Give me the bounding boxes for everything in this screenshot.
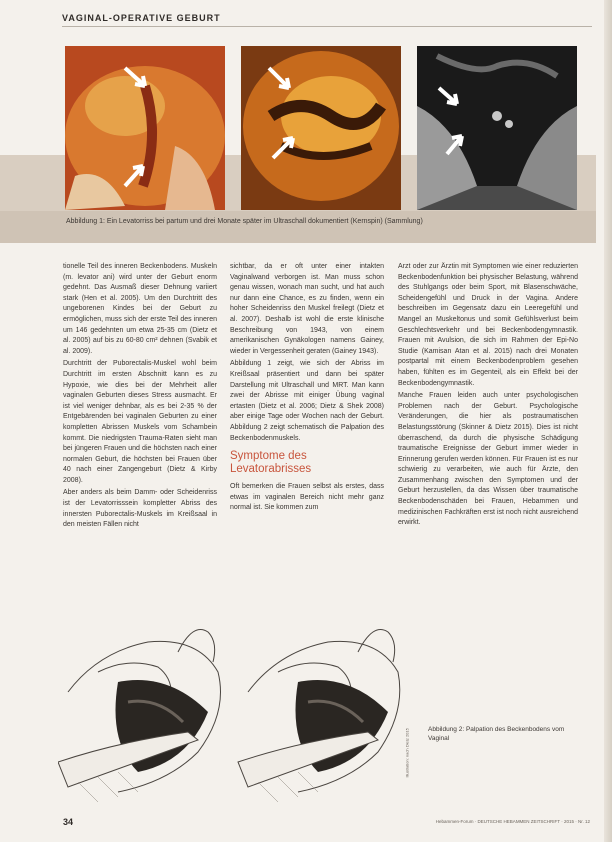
paragraph: Abbildung 1 zeigt, wie sich der Abriss im Kreißsaal präsentiert und dann bei später Darstellung mit Ultraschall und MRT. Man kann zwei der Abrisse mit einiger Übung vaginal ertasten (Dietz et al. 2006; Dietz & Shek 2008) aber einige Tage oder Wochen nach der Geburt. Abbildung 2 zeigt schematisch die Palpation des Beckenbodenmuskels. [230,360,384,442]
header-rule [62,26,592,27]
section-heading: Symptome des Levatorabrisses [230,450,312,476]
illustration-credit: Illustration: nach Dietz 2015 [404,728,410,778]
caption-band [0,211,596,243]
paragraph: Arzt oder zur Ärztin mit Symptomen wie einer reduzierten Beckenbodenfunktion bei physischer Belastung, während des Stuhlgangs oder beim Sport, mit Blasenschwäche, Scheidengefühl und Druck in der Vagina. Andere beschreiben im Gegensatz dazu ein Leeregefühl und Mangel an Muskeltonus und somit Gefühlsverlust beim Geschlechtsverkehr und bei Beckenbodengymnastik. Frauen mit Avulsion, die sich im Rahmen der Epi-No Studie (Kamisan Atan et al. 2015) nach drei Monaten postpartal mit einem Beckenbodenproblem gesehen haben, fühlten es im Gegenteil, als ein Effekt bei der Beckenbodengymnastik. [398,263,578,387]
text-column-3 [398,262,578,531]
paragraph: sichtbar, da er oft unter einer intakten Vaginalwand verborgen ist. Man muss schon genau wissen, wonach man sucht, und hat auch nur dann eine Chance, es zu finden, wenn ein hoher Scheidenriss den Muskel freilegt (Dietz et al. 2007). Deshalb ist wohl die erste klinische Beschreibung von 1943, von einem amerikanischen Gynäkologen namens Gainey, wieder in Vergessenheit geraten (Gainey 1943). [230,263,384,355]
paragraph: Aber anders als beim Damm- oder Scheidenriss ist der Levatorrisssein kompletter Abriss des innersten Puborectalis-Muskels im Kreißsaal in den meisten Fällen nicht [63,489,217,529]
page-edge [604,0,612,842]
text-column-2 [230,262,384,516]
figure-2-caption: Abbildung 2: Palpation des Beckenbodens vom Vaginal [428,726,565,742]
paragraph: tionelle Teil des inneren Beckenbodens. Muskeln (m. levator ani) wird unter der Geburt enorm gedehnt. Das Ausmaß dieser Dehnung variiert stark (Hen et al. 2005). Um den Durchtritt des ungeborenen Kindes bei der Geburt zu ermöglichen, muss sich der erste Teil des inneren um 146 gedehnten um etwa 25-35 cm (Dietz et al. 2005) auf bis zu 60-80 cm² dehnen (Svabik et al. 2009). [63,263,217,355]
photo-mri-view [417,46,577,210]
palpation-illustration [58,612,406,812]
page-number: 34 [63,817,74,827]
running-header: VAGINAL-OPERATIVE GEBURT [62,13,221,23]
text-column-1 [63,262,217,533]
paragraph: Manche Frauen leiden auch unter psychologischen Problemen nach der Geburt. Psychologische Veränderungen, die hier als postraumatischen Belastungsstörung (Skinner & Dietz 2015). Dies ist nicht überraschend, da durch die physische Schädigung traumatische Ereignisse der Geburt immer wieder in Erinnerung gerufen werden können. Für Frauen ist es nur schwierig zu verarbeiten, wie auch für Ärzte, den Zusammenhang zwischen den Symptomen und der Geburt herzustellen, da das Wissen über traumatische Beckenbodenschäden bei Frauen, Hebammen und medizinischen Fachkräften erst ist noch nicht ausreichend erwirkt. [398,392,578,527]
paragraph: Oft bemerken die Frauen selbst als erstes, dass etwas im vaginalen Bereich nicht mehr ganz normal ist. Sie kommen zum [230,483,384,512]
figure-1-caption: Abbildung 1: Ein Levatorriss bei partum und drei Monate später im Ultraschall dokumentiert (Kernspin) (Sammlung) [66,218,423,225]
photo-ultrasound-view [241,46,401,210]
footer-journal-line: Hebammen-Forum · DEUTSCHE HEBAMMEN ZEITSCHRIFT · 2015 · Nr. 12 [435,819,590,824]
photo-surgical-view [65,46,225,210]
paragraph: Durchtritt der Puborectalis-Muskel wohl beim Durchtritt im ersten Abschnitt kann es zu Hypoxie, wie dies bei der Mehrheit aller vaginalen Geburten dieses Stress ausmacht. Er ist viel weniger dehnbar, als es bei 2-35 % der Entgebärenden bei vaginalen Geburten zu einer kompletten Abrissen Muskels vom Schambein kommt. Die niedrigsten Trauma-Raten sieht man bei jüngeren Frauen und die höchsten nach einer normalen Geburt, die höchsten bei Frauen über 40 nach einer Zangengeburt (Dietz & Kirby 2008). [63,360,217,484]
